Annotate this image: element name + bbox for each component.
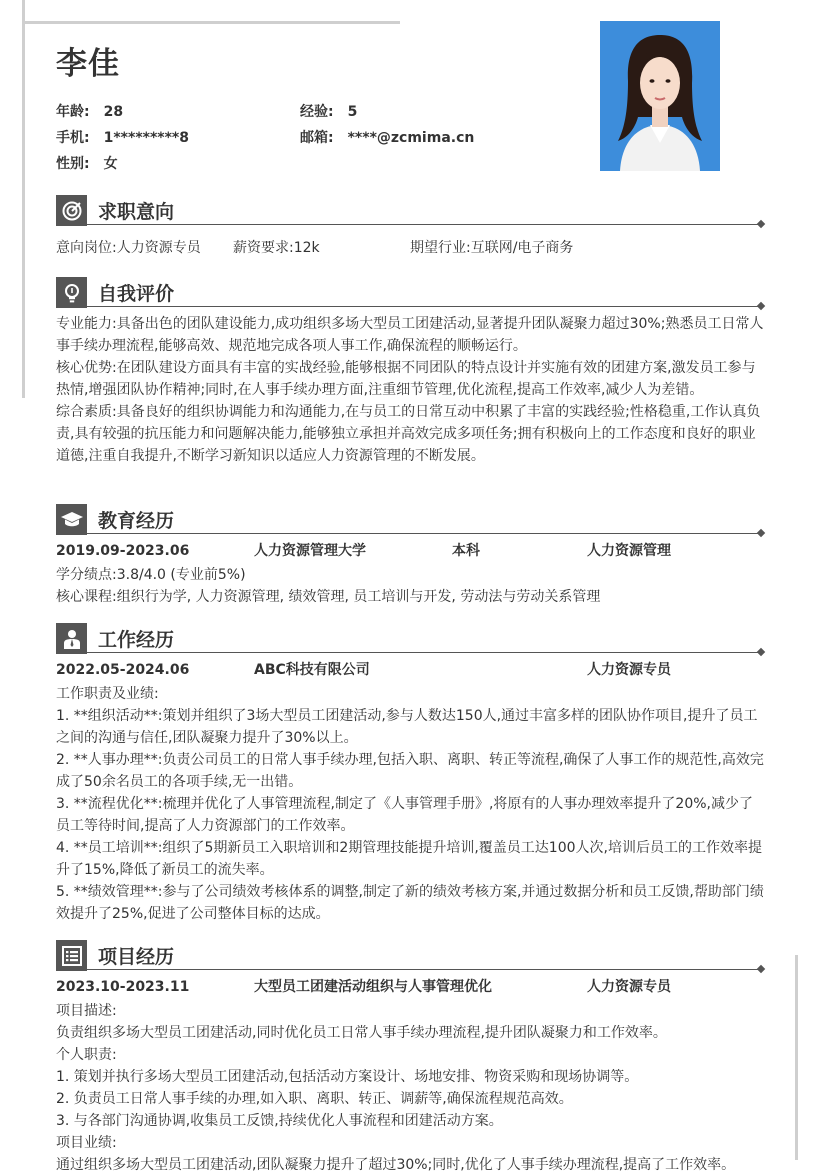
project-name: 大型员工团建活动组织与人事管理优化 xyxy=(254,979,492,995)
education-courses: 核心课程:组织行为学, 人力资源管理, 绩效管理, 员工培训与开发, 劳动法与劳动关系管理 xyxy=(56,589,601,605)
section-divider-end xyxy=(757,965,765,973)
email-label: 邮箱: xyxy=(300,130,334,146)
target-icon xyxy=(56,195,87,226)
work-content xyxy=(56,683,764,925)
section-title: 教育经历 xyxy=(98,510,175,532)
gender-info xyxy=(56,153,118,173)
education-degree: 本科 xyxy=(452,543,480,559)
project-desc-label: 项目描述: xyxy=(56,1003,117,1019)
decorative-horizontal-line xyxy=(22,21,400,24)
self-eval-paragraph: 专业能力:具备出色的团队建设能力,成功组织多场大型员工团建活动,显著提升团队凝聚力超过30%;熟悉员工日常人事手续办理流程,能够高效、规范地完成各项人事工作,确保流程的顺畅运行。 xyxy=(56,316,764,354)
person-icon xyxy=(56,623,87,654)
project-duty: 3. 与各部门沟通协调,收集员工反馈,持续优化人事流程和团建活动方案。 xyxy=(56,1113,503,1129)
intent-industry: 期望行业:互联网/电子商务 xyxy=(410,240,574,256)
project-duty-label: 个人职责: xyxy=(56,1047,117,1063)
project-result-label: 项目业绩: xyxy=(56,1135,117,1151)
section-divider-end xyxy=(757,529,765,537)
work-item: 1. **组织活动**:策划并组织了3场大型员工团建活动,参与人数达150人,通过丰富多样的团队协作项目,提升了员工之间的沟通与信任,团队凝聚力提升了30%以上。 xyxy=(56,708,758,746)
section-self-evaluation-header xyxy=(56,277,764,309)
self-eval-paragraph: 核心优势:在团队建设方面具有丰富的实战经验,能够根据不同团队的特点设计并实施有效的团建方案,激发员工参与热情,增强团队协作精神;同时,在人事手续办理方面,注重细节管理,优化流程,提高工作效率,减少人为差错。 xyxy=(56,360,756,398)
section-divider xyxy=(87,652,761,653)
lightbulb-icon xyxy=(56,277,87,308)
experience-value: 5 xyxy=(347,104,358,120)
candidate-name: 李佳 xyxy=(56,46,120,82)
section-divider xyxy=(87,533,761,534)
section-project-header xyxy=(56,940,764,972)
work-item: 5. **绩效管理**:参与了公司绩效考核体系的调整,制定了新的绩效考核方案,并通过数据分析和员工反馈,帮助部门绩效提升了25%,促进了公司整体目标的达成。 xyxy=(56,884,764,922)
work-item: 2. **人事办理**:负责公司员工的日常人事手续办理,包括入职、离职、转正等流程,确保了人事工作的规范性,高效完成了50余名员工的各项手续,无一出错。 xyxy=(56,752,764,790)
age-value: 28 xyxy=(103,104,124,120)
project-duty: 1. 策划并执行多场大型员工团建活动,包括活动方案设计、场地安排、物资采购和现场协调等。 xyxy=(56,1069,639,1085)
work-period: 2022.05-2024.06 xyxy=(56,662,190,678)
section-work-header xyxy=(56,623,764,655)
phone-label: 手机: xyxy=(56,130,90,146)
email-value: ****@zcmima.cn xyxy=(347,130,475,146)
education-school: 人力资源管理大学 xyxy=(254,543,366,559)
section-title: 自我评价 xyxy=(98,283,175,305)
intent-position: 意向岗位:人力资源专员 xyxy=(56,240,201,256)
work-role: 人力资源专员 xyxy=(587,662,671,678)
section-divider-end xyxy=(757,648,765,656)
section-divider-end xyxy=(757,220,765,228)
age-label: 年龄: xyxy=(56,104,90,120)
section-divider xyxy=(87,969,761,970)
project-duty: 2. 负责员工日常人事手续的办理,如入职、离职、转正、调薪等,确保流程规范高效。 xyxy=(56,1091,573,1107)
phone-info xyxy=(56,127,189,147)
project-period: 2023.10-2023.11 xyxy=(56,979,190,995)
section-divider-end xyxy=(757,302,765,310)
education-period: 2019.09-2023.06 xyxy=(56,543,190,559)
section-job-intent-header xyxy=(56,195,764,227)
education-major: 人力资源管理 xyxy=(587,543,671,559)
project-desc: 负责组织多场大型员工团建活动,同时优化员工日常人事手续办理流程,提升团队凝聚力和工作效率。 xyxy=(56,1025,667,1041)
section-divider xyxy=(87,224,761,225)
gender-value: 女 xyxy=(103,156,118,172)
work-intro: 工作职责及业绩: xyxy=(56,686,159,702)
gender-label: 性别: xyxy=(56,156,90,172)
decorative-vertical-line xyxy=(22,0,25,398)
project-role: 人力资源专员 xyxy=(587,979,671,995)
work-item: 4. **员工培训**:组织了5期新员工入职培训和2期管理技能提升培训,覆盖员工达100人次,培训后员工的工作效率提升了15%,降低了新员工的流失率。 xyxy=(56,840,762,878)
self-eval-paragraph: 综合素质:具备良好的组织协调能力和沟通能力,在与员工的日常互动中积累了丰富的实践经验;性格稳重,工作认真负责,具有较强的抗压能力和问题解决能力,能够独立承担并高效完成多项任务;拥有积极向上的工作态度和良好的职业道德,注重自我提升,不断学习新知识以适应人力资源管理的不断发展。 xyxy=(56,404,761,464)
section-divider xyxy=(87,306,761,307)
work-item: 3. **流程优化**:梳理并优化了人事管理流程,制定了《人事管理手册》,将原有的人事办理效率提升了20%,减少了员工等待时间,提高了人力资源部门的工作效率。 xyxy=(56,796,753,834)
experience-label: 经验: xyxy=(300,104,334,120)
age-info xyxy=(56,101,123,121)
profile-photo xyxy=(600,21,720,171)
email-info xyxy=(300,127,474,147)
list-icon xyxy=(56,940,87,971)
project-content xyxy=(56,1000,764,1176)
work-company: ABC科技有限公司 xyxy=(254,662,370,678)
project-result: 通过组织多场大型员工团建活动,团队凝聚力提升了超过30%;同时,优化了人事手续办理流程,提高了工作效率。 xyxy=(56,1157,736,1173)
education-gpa: 学分绩点:3.8/4.0 (专业前5%) xyxy=(56,567,246,583)
section-title: 求职意向 xyxy=(98,201,175,223)
self-evaluation-content xyxy=(56,313,764,467)
experience-info xyxy=(300,101,357,121)
graduation-cap-icon xyxy=(56,504,87,535)
phone-value: 1*********8 xyxy=(103,130,189,146)
intent-salary: 薪资要求:12k xyxy=(233,240,320,256)
decorative-vertical-line-right xyxy=(795,955,798,1160)
section-title: 工作经历 xyxy=(98,629,175,651)
section-title: 项目经历 xyxy=(98,946,175,968)
section-education-header xyxy=(56,504,764,536)
